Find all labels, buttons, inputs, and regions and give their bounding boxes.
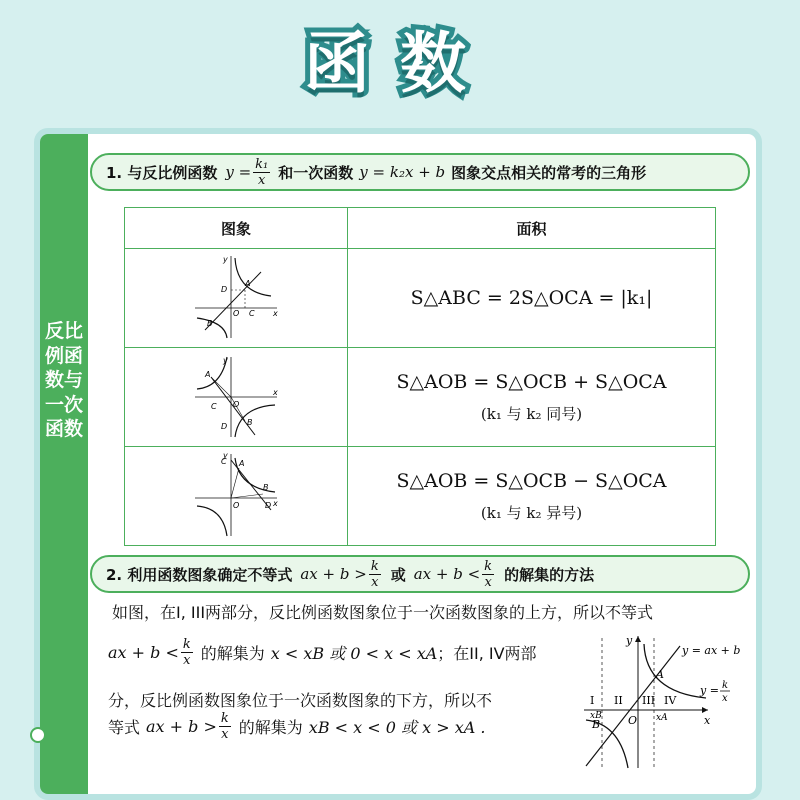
hyperbola-label: y = [700,684,719,697]
svg-text:A: A [245,279,251,288]
hyperbola-denominator: x [722,693,728,704]
svg-text:B: B [263,483,269,492]
body-line-2 [108,638,537,667]
svg-text:D: D [265,501,272,510]
f2: y = k₂x + b [359,163,446,181]
table-row [125,447,716,546]
svg-text:A: A [205,370,211,379]
triangle-table [124,207,716,546]
graph-3-diagram [191,450,281,538]
sign-note-3: (k₁ 与 k₂ 异号) [480,503,583,522]
section-2-heading [90,555,750,593]
svg-text:C: C [211,402,217,411]
svg-text:y: y [223,356,228,365]
line-2-solution: x < xB 或 0 < x < xA [270,644,438,663]
svg-text:C: C [249,309,255,318]
section-1-heading [90,153,750,191]
xa-label: xA [656,713,668,723]
graph-cell [125,249,348,348]
section-2-or: 或 [390,565,406,584]
region-label: II [614,694,623,707]
section-2-prefix: 2. 利用函数图象确定不等式 [106,565,293,584]
binder-ring-icon [30,727,46,743]
x-axis-label: x [704,714,711,727]
section-1-suffix: 图象交点相关的常考的三角形 [451,163,647,182]
f1-denominator: x [258,172,266,188]
hyperbola-numerator: k [722,680,729,691]
ineq1-lhs: ax + b > [300,565,367,583]
col-header-area: 面积 [348,208,716,249]
sign-note-2: (k₁ 与 k₂ 同号) [480,404,583,423]
region-label: III [642,694,656,707]
svg-text:O: O [233,309,240,318]
section-2-suffix: 的解集的方法 [504,565,595,584]
svg-text:B: B [207,319,213,328]
svg-text:D: D [221,285,228,294]
line-4-fraction [219,712,231,741]
line-2-text: 的解集为 [200,644,265,663]
svg-text:B: B [247,418,253,427]
point-b-label: B [592,718,601,731]
area-formula-3: S△AOB = S△OCB − S△OCA [396,469,667,492]
svg-text:y: y [223,451,228,460]
graph-1-diagram [191,252,281,340]
svg-text:C: C [221,457,227,466]
svg-text:x: x [273,388,278,397]
ineq1-fraction [369,560,381,589]
svg-text:x: x [273,499,278,508]
f1-lhs: y = [225,163,252,181]
body-line-1: 如图，在I, III两部分，反比例函数图象位于一次函数图象的上方，所以不等式 [112,603,654,622]
line-4-text: 的解集为 [238,718,303,737]
graph-2-diagram [191,351,281,439]
line-label: y = ax + b [682,644,741,657]
side-banner [40,134,88,794]
line-2-denominator: x [183,653,191,668]
line-2-tail: ；在II, IV两部 [437,644,537,663]
ineq1-numerator: k [370,558,379,574]
svg-text:x: x [273,309,278,318]
ineq2-numerator: k [484,558,493,574]
table-row [125,249,716,348]
area-cell [348,249,716,348]
line-4-numerator: k [220,711,229,726]
section-1-mid: 和一次函数 [278,163,354,182]
svg-text:O: O [233,501,240,510]
ineq2-lhs: ax + b < [413,565,481,583]
side-label: 反比例函数与一次函数 [44,320,83,440]
svg-text:y: y [223,255,228,264]
line-4-prefix: 等式 [108,718,141,737]
ineq1-denominator: x [371,574,379,590]
y-axis-label: y [626,634,633,647]
line-2-fraction [181,638,193,667]
body-line-3: 分，反比例函数图象位于一次函数图象的下方，所以不 [108,691,493,710]
origin-label: O [628,714,638,727]
line-2-numerator: k [182,637,191,652]
table-row [125,348,716,447]
inequality-graph [580,632,750,772]
area-formula-1: S△ABC = 2S△OCA = |k₁| [410,287,653,309]
line-4-solution: xB < x < 0 或 x > xA . [308,718,486,737]
body-line-4 [108,712,485,741]
region-label: I [590,694,595,707]
svg-text:A: A [239,459,245,468]
area-formula-2: S△AOB = S△OCB + S△OCA [396,370,667,393]
line-4-math: ax + b > [146,717,217,736]
f1-fraction [253,158,270,187]
graph-cell [125,348,348,447]
ineq2-denominator: x [484,574,492,590]
f1-numerator: k₁ [255,156,269,172]
region-label: IV [664,694,677,707]
svg-text:O: O [233,400,240,409]
area-cell [348,447,716,546]
ineq2-fraction [482,560,494,589]
line-2-math: ax + b < [108,643,179,662]
col-header-image: 图象 [125,208,348,249]
page-title: 函数 [304,25,496,102]
graph-cell [125,447,348,546]
point-a-label: A [656,668,664,681]
svg-text:D: D [221,422,228,431]
area-cell [348,348,716,447]
line-4-denominator: x [221,727,229,742]
xb-label: xB [590,711,602,721]
section-1-prefix: 1. 与反比例函数 [106,163,218,182]
